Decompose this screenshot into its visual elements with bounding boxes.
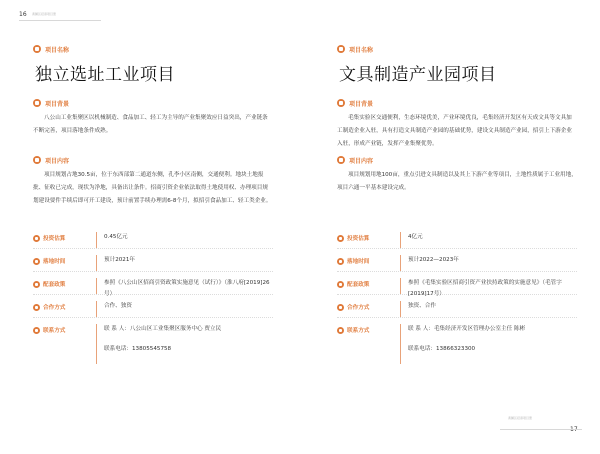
detail-key-label: 投资估算	[347, 236, 370, 242]
detail-key-label: 配套政策	[347, 282, 370, 288]
contact-phone: 联系电话：13805545758	[104, 346, 172, 352]
background-text: 毛集实验区交通便利，生态环境优美，产业环境优良，毛集经济开发区有天成文具等文具加工制造企业入驻，具有打造文具制造产业园的基础优势，建设文具制造产业园，招引上下游企业入驻，形成产业链，发挥产业集聚优势。	[337, 115, 572, 147]
divider	[400, 324, 401, 364]
detail-row-contact	[337, 318, 577, 364]
contact-phone: 联系电话：13866323300	[408, 346, 476, 352]
contact-person: 联 系 人：毛集经济开发区管理办公室主任 陈彬	[408, 326, 526, 332]
detail-value: 0.45亿元	[104, 234, 128, 240]
detail-value: 独资、合作	[408, 303, 436, 309]
background-label: 项目背景	[349, 100, 374, 108]
content-label: 项目内容	[349, 157, 374, 165]
detail-value	[104, 324, 273, 355]
detail-value: 参照《毛集实验区招商引资产业扶持政策的实施意见》（毛管字[2019]17号）	[408, 280, 562, 297]
detail-value: 预计2022—2023年	[408, 257, 459, 263]
project-name-label: 项目名称	[349, 46, 374, 54]
detail-value: 合作、独资	[104, 303, 132, 309]
divider	[400, 301, 401, 317]
detail-key-policy	[337, 278, 400, 288]
content-icon	[337, 156, 345, 164]
handshake-icon	[33, 304, 40, 311]
detail-value	[408, 324, 577, 355]
right-background-section	[337, 98, 577, 151]
detail-key-label: 合作方式	[43, 305, 66, 311]
detail-key-label: 投资估算	[43, 236, 66, 242]
name-label-row	[337, 44, 577, 54]
contact-person: 联 系 人：八公山区工业集聚区服务中心 贾立民	[104, 326, 222, 332]
footer-rule-right	[500, 429, 582, 430]
right-content-section	[337, 155, 577, 195]
left-project-header	[33, 44, 273, 85]
right-detail-list	[337, 232, 577, 364]
background-label-row	[337, 98, 577, 108]
detail-key-label: 落地时间	[43, 259, 66, 265]
handshake-icon	[337, 304, 344, 311]
left-background-section	[33, 98, 273, 138]
detail-row-investment	[337, 232, 577, 249]
clock-icon	[337, 258, 344, 265]
project-name-icon	[33, 45, 41, 53]
divider	[96, 278, 97, 294]
running-title-left: 黄麓区招商项目册	[32, 12, 57, 16]
detail-key-landing-time	[33, 255, 96, 265]
background-label-row	[33, 98, 273, 108]
detail-key-label: 联系方式	[43, 328, 66, 334]
detail-key-label: 合作方式	[347, 305, 370, 311]
background-icon	[33, 99, 41, 107]
detail-row-policy	[337, 272, 577, 295]
content-label: 项目内容	[45, 157, 70, 165]
left-detail-list	[33, 232, 273, 364]
content-text: 项目规划用地100亩，重点引进文具制造以及其上下游产业等项目，土地性质属于工业用地，项目六通一平基本建设完成。	[337, 172, 577, 191]
investment-icon	[337, 235, 344, 242]
content-label-row	[337, 155, 577, 165]
detail-key-cooperation	[33, 301, 96, 311]
detail-key-investment	[337, 232, 400, 242]
background-label: 项目背景	[45, 100, 70, 108]
divider	[400, 255, 401, 271]
project-name-icon	[337, 45, 345, 53]
divider	[400, 278, 401, 294]
project-name-label: 项目名称	[45, 46, 70, 54]
project-title: 独立选址工业项目	[35, 65, 175, 85]
content-label-row	[33, 155, 273, 165]
detail-key-label: 联系方式	[347, 328, 370, 334]
detail-key-contact	[33, 324, 96, 334]
phone-icon	[337, 327, 344, 334]
divider	[96, 324, 97, 364]
policy-icon	[33, 281, 40, 288]
background-icon	[337, 99, 345, 107]
name-label-row	[33, 44, 273, 54]
detail-key-cooperation	[337, 301, 400, 311]
detail-value: 参照《八公山区招商引资政策实施意见（试行）》（淮八府[2019]26号）	[104, 280, 270, 297]
divider	[96, 232, 97, 248]
detail-value: 4亿元	[408, 234, 423, 240]
page-number-left: 16	[19, 11, 27, 18]
project-title: 文具制造产业园项目	[339, 65, 497, 85]
clock-icon	[33, 258, 40, 265]
detail-key-investment	[33, 232, 96, 242]
phone-icon	[33, 327, 40, 334]
detail-key-landing-time	[337, 255, 400, 265]
divider	[400, 232, 401, 248]
divider	[96, 301, 97, 317]
detail-value: 预计2021年	[104, 257, 136, 263]
detail-row-landing-time	[337, 249, 577, 272]
detail-key-label: 配套政策	[43, 282, 66, 288]
content-icon	[33, 156, 41, 164]
investment-icon	[33, 235, 40, 242]
policy-icon	[337, 281, 344, 288]
divider	[96, 255, 97, 271]
left-content-section	[33, 155, 273, 208]
detail-key-policy	[33, 278, 96, 288]
detail-row-investment	[33, 232, 273, 249]
detail-key-contact	[337, 324, 400, 334]
background-text: 八公山工业集聚区以机械制造、食品加工、轻工为主导的产业集聚效应日益突出，产业链条不断完善，项目落地条件成熟。	[33, 115, 268, 134]
right-project-header	[337, 44, 577, 85]
detail-key-label: 落地时间	[347, 259, 370, 265]
running-title-right: 黄麓区招商项目册	[508, 416, 533, 420]
content-text: 项目规划占地30.5亩，位于东西部第二通道东侧，孔李小区南侧，交通便利。地块土地报批、征收已完成，现状为净地，具备出让条件。招商引资企业依法取得土地使用权、办理项目规划建设要件手续后即可开工建设，预计前置手续办理需6-8个月，拟招引食品加工、轻工类企业。	[33, 172, 272, 204]
detail-row-contact	[33, 318, 273, 364]
detail-row-landing-time	[33, 249, 273, 272]
header-rule-left	[19, 20, 101, 21]
detail-row-policy	[33, 272, 273, 295]
